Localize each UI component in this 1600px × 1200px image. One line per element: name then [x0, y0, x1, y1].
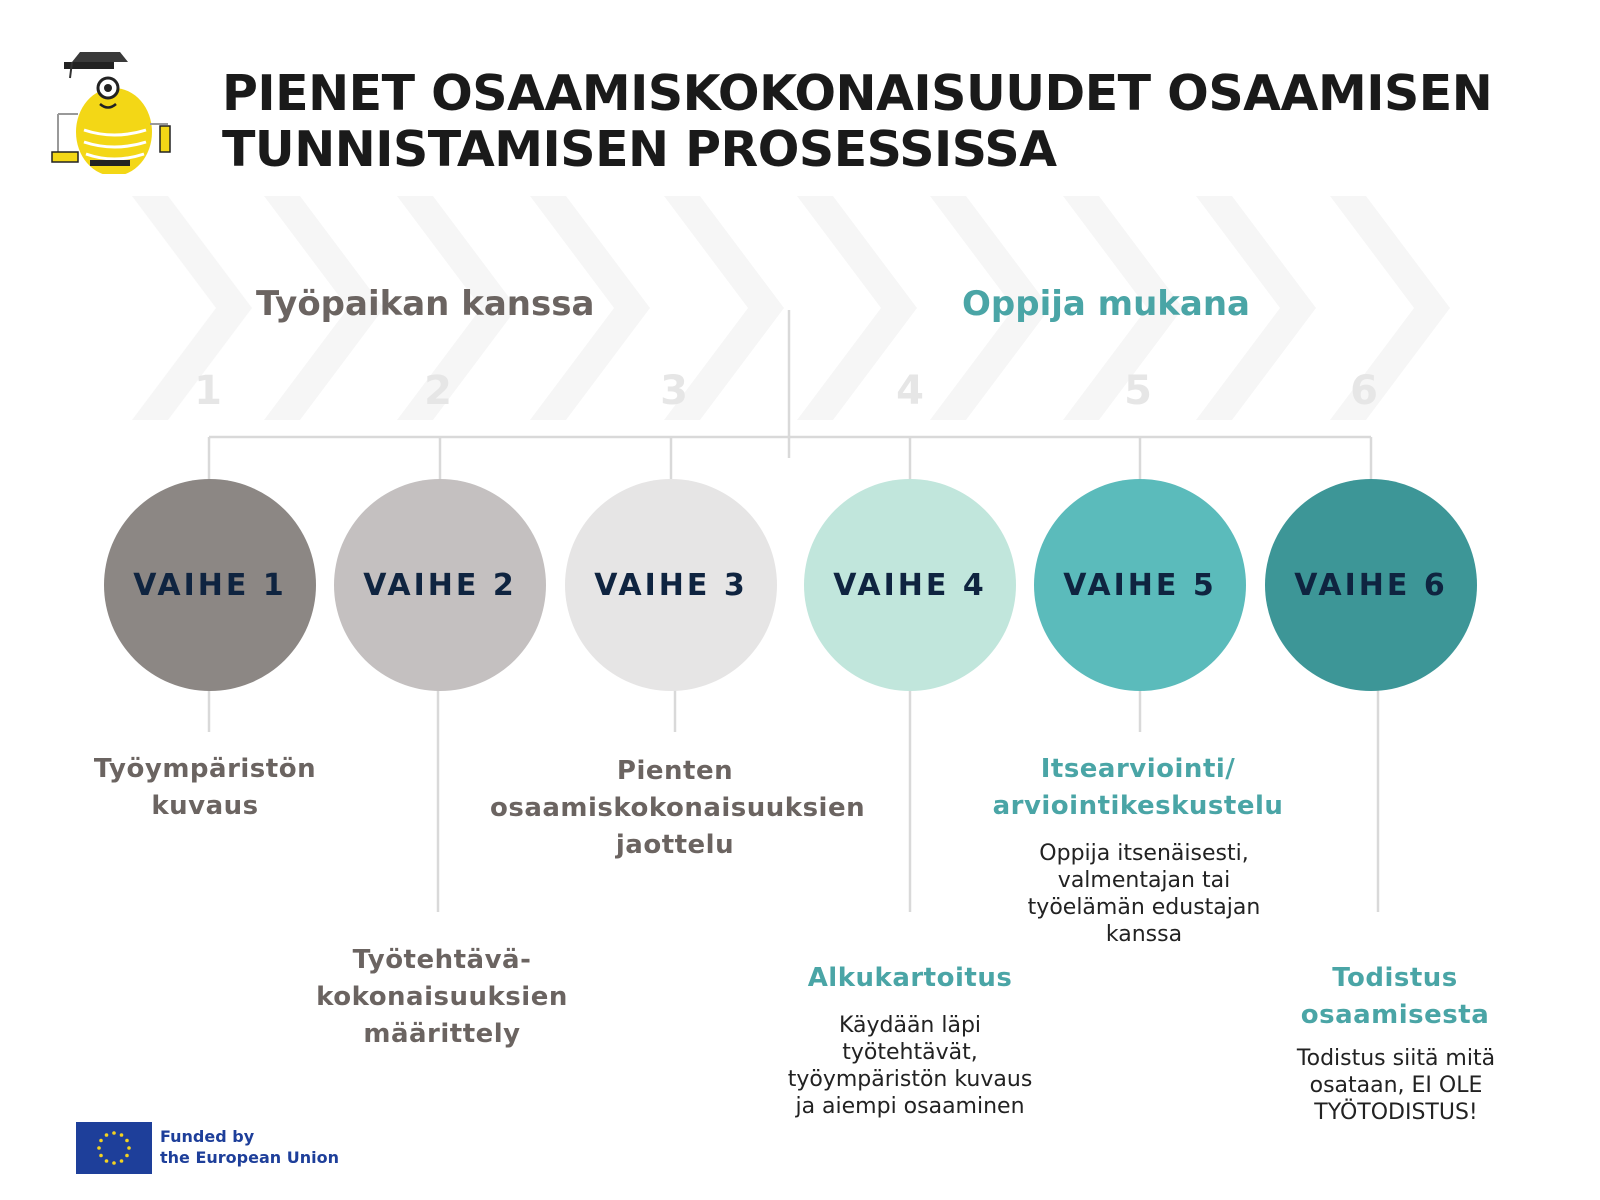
eu-star	[99, 1139, 103, 1143]
section-label-workplace: Työpaikan kanssa	[256, 284, 595, 324]
step-circle-2	[334, 479, 546, 691]
step-6-heading: Todistus osaamisesta	[1300, 963, 1490, 1030]
step-circle-label: VAIHE 5	[1063, 567, 1217, 603]
step-1-heading: Työympäristön kuvaus	[93, 754, 317, 821]
section-label-learner: Oppija mukana	[962, 284, 1251, 324]
step-number-4: 4	[896, 368, 924, 414]
eu-star	[112, 1161, 116, 1165]
step-circle-1	[104, 479, 316, 691]
step-circle-label: VAIHE 1	[133, 567, 287, 603]
step-5-description: Oppija itsenäisesti, valmentajan tai työelämän edustajan kanssa	[1027, 841, 1261, 947]
step-6-description: Todistus siitä mitä osataan, EI OLE TYÖTODISTUS!	[1296, 1046, 1496, 1125]
eu-star	[120, 1133, 124, 1137]
eu-star	[125, 1154, 129, 1158]
title-line-2: TUNNISTAMISEN PROSESSISSA	[222, 121, 1057, 178]
step-5-heading: Itsearviointi/ arviointikeskustelu	[992, 754, 1284, 821]
step-3-heading: Pienten osaamiskokonaisuuksien jaottelu	[490, 756, 866, 860]
eu-star	[120, 1159, 124, 1163]
step-circle-6	[1265, 479, 1477, 691]
step-number-1: 1	[194, 368, 222, 414]
eu-flag-icon	[76, 1122, 152, 1174]
eu-funding-line-1: Funded by	[160, 1127, 255, 1146]
eu-star	[97, 1146, 101, 1150]
step-number-2: 2	[424, 368, 452, 414]
step-4-description: Käydään läpi työtehtävät, työympäristön kuvaus ja aiempi osaaminen	[787, 1013, 1033, 1119]
eu-funding-line-2: the European Union	[160, 1148, 339, 1167]
eu-star	[127, 1146, 131, 1150]
step-2-heading: Työtehtävä-kokonaisuuksien määrittely	[316, 945, 568, 1049]
eu-star	[105, 1159, 109, 1163]
eu-star	[125, 1139, 129, 1143]
step-circle-label: VAIHE 2	[363, 567, 517, 603]
step-number-5: 5	[1124, 368, 1152, 414]
eu-star	[99, 1154, 103, 1158]
step-circle-3	[565, 479, 777, 691]
step-circle-label: VAIHE 6	[1294, 567, 1448, 603]
step-circle-5	[1034, 479, 1246, 691]
step-circle-4	[804, 479, 1016, 691]
step-circle-label: VAIHE 3	[594, 567, 748, 603]
step-circle-label: VAIHE 4	[833, 567, 987, 603]
eu-funding-text	[160, 1126, 339, 1168]
step-number-6: 6	[1350, 368, 1378, 414]
eu-star	[105, 1133, 109, 1137]
title-line-1: PIENET OSAAMISKOKONAISUUDET OSAAMISEN	[222, 65, 1493, 122]
step-number-3: 3	[660, 368, 688, 414]
eu-star	[112, 1131, 116, 1135]
step-4-heading: Alkukartoitus	[807, 963, 1013, 993]
